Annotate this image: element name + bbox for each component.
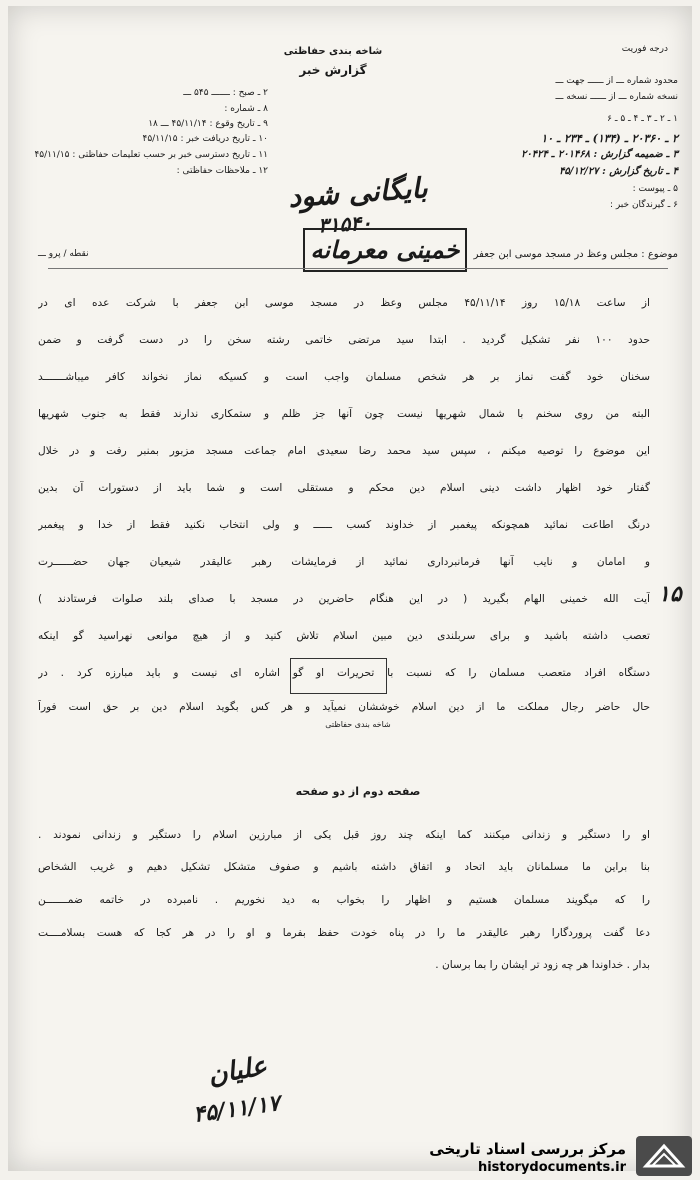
right-field-8: ۶ ـ گیرندگان خبر : bbox=[609, 200, 678, 210]
document-title: گزارش خبر bbox=[299, 63, 367, 77]
right-field-6: ۴ ـ تاریخ گزارش : ۴۵/۱۲/۲۷ bbox=[559, 166, 678, 177]
body-line: البته من روی سخنم با شمال شهریها نیست چون آنها جز ظلم و ستمکاری ندارند فقط به جنوب شهریها bbox=[38, 408, 650, 420]
left-field-5: ۱۱ ـ تاریخ دسترسی خبر بر حسب تعلیمات حفاظتی : ۴۵/۱۱/۱۵ bbox=[34, 150, 268, 160]
right-field-4: ۲ ـ ۲۰۳۶۰ ـ (۱۳۴) ـ ۲۳۴ ـ ۱۰ bbox=[541, 132, 678, 145]
body-line: سخنان خود گفت نماز بر هر شخص مسلمان واجب است و کسیکه نماز نخواند کافر میباشـــــــد bbox=[38, 371, 650, 383]
archive-number: ۳۱۵۴۰ bbox=[317, 210, 373, 238]
right-field-3: ۱ ـ ۲ ـ ۳ ـ ۴ ـ ۵ ـ ۶ bbox=[607, 114, 678, 124]
handwritten-signature: عليان bbox=[205, 1051, 270, 1091]
watermark-url: historydocuments.ir bbox=[477, 1160, 626, 1175]
body-line: را که میگویند مسلمان هستیم و اظهار را بخواب به دید نخوریم . نامبرده در خاتمه ضمـــــــن bbox=[38, 894, 650, 906]
body-line: دعا گفت پروردگارا رهبر عالیقدر ما را در پناه خودت حفظ بفرما و او را در هر کجا که هست بسلامــــت bbox=[38, 927, 650, 939]
watermark-name: مرکز بررسی اسناد تاریخی bbox=[429, 1140, 626, 1158]
body-line: تعصب داشته باشید و برای سربلندی دین مبین اسلام تلاش کنید و از هیچ موانعی نهراسید گو اینکه bbox=[38, 630, 650, 642]
right-field-7: ۵ ـ پیوست : bbox=[632, 184, 678, 194]
left-field-3: ۹ ـ تاریخ وقوع : ۴۵/۱۱/۱۴ ـــ ۱۸ bbox=[148, 119, 268, 129]
body-line: حال حاضر رجال مملکت ما از دین اسلام خوششان نمیآید و هر کس بگوید اسلام دین بر حق است فوراً bbox=[38, 701, 650, 713]
body-line: او را دستگیر و زندانی میکنند کما اینکه چند روز قبل یکی از مبارزین اسلام را دستگیر و زندانی نمودند . bbox=[38, 829, 650, 841]
body-line: این موضوع را توصیه میکنم ، سپس سید محمد رضا سعیدی امام جماعت مسجد مزبور بمنبر رفت و در خلال bbox=[38, 445, 650, 457]
body-line: و امامان و نایب آنها فرمانبرداری نمائید از فرمایشات رهبر عالیقدر شیعیان جهان حضــــــرت bbox=[38, 556, 650, 568]
right-field-5: ۳ ـ ضمیمه گزارش : ۲۰۱۴۶۸ ـ ۲۰۴۲۴ bbox=[521, 149, 678, 160]
left-field-4: ۱۰ ـ تاریخ دریافت خبر : ۴۵/۱۱/۱۵ bbox=[142, 134, 268, 144]
document-page bbox=[8, 6, 692, 1175]
left-field-2: ۸ ـ شماره : bbox=[224, 104, 268, 114]
right-field-2: نسخه شماره ـــ از ــــــ نسخه ـــ bbox=[555, 92, 678, 102]
body-line: از ساعت ۱۵/۱۸ روز ۴۵/۱۱/۱۴ مجلس وعظ در مسجد موسی ابن جعفر با شرکت عده ای در bbox=[38, 297, 650, 309]
priority-label: درجه فوریت bbox=[621, 44, 668, 54]
left-field-1: ۲ ـ صبح : ـــــــ ۵۴۵ ـــ bbox=[183, 88, 268, 98]
subject-right-note: نقطه / پرو ـــ bbox=[38, 249, 89, 259]
left-field-6: ۱۲ ـ ملاحظات حفاظتی : bbox=[176, 166, 268, 176]
document-header bbox=[258, 46, 408, 77]
archive-stamp: بایگانی شود bbox=[287, 171, 429, 214]
body-line: حدود ۱۰۰ نفر تشکیل گردید . ابتدا سید مرتضی خاتمی رشته سخن را در دست گرفت و ضمن bbox=[38, 334, 650, 346]
body-line: گفتار خود اظهار داشت دینی اسلام دین محکم و مستقلی است و شما باید از دستورات آن بدین bbox=[38, 482, 650, 494]
body-line: دستگاه افراد متعصب مسلمان را که نسبت با تحریرات او گو اشاره ای نیست و باید مبارزه کرد . در bbox=[38, 667, 650, 679]
org-name: شاخه بندی حفاظتی bbox=[283, 46, 383, 57]
book-logo-icon bbox=[636, 1136, 692, 1176]
handwritten-date: ۴۵/۱۱/۱۷ bbox=[191, 1090, 282, 1128]
header-divider bbox=[48, 268, 668, 269]
secret-stamp: خمینی معرمانه bbox=[303, 228, 467, 272]
body-line: بدار . خداوندا هر چه زود تر ایشان را بما برسان . bbox=[435, 959, 650, 971]
body-line: درنگ اطاعت نمائید همچونکه پیغمبر از خداوند کسب ــــــ و ولی انتخاب نکنید فقط از خدا و پیغمبر bbox=[38, 519, 650, 531]
side-margin-mark: ۱۵ bbox=[658, 581, 682, 607]
subject-line: موضوع : مجلس وعظ در مسجد موسی ابن جعفر bbox=[473, 249, 678, 260]
body-line: بنا براین ما مسلمانان باید اتحاد و اتفاق داشته باشیم و صفوف متشکل تشکیل دهیم و غریب الشخاص bbox=[38, 861, 650, 873]
body-line: آیت الله خمینی الهام بگیرید ( در این هنگام حاضرین در مسجد با صدای بلند صلوات فرستادند ) bbox=[38, 593, 650, 605]
right-field-1: محدود شماره ـــ از ــــــ جهت ـــ bbox=[555, 76, 678, 86]
section-signature: شاخه بندی حفاظتی bbox=[325, 720, 391, 729]
page-two-title: صفحه دوم از دو صفحه bbox=[295, 785, 421, 798]
highlight-box bbox=[290, 658, 387, 694]
